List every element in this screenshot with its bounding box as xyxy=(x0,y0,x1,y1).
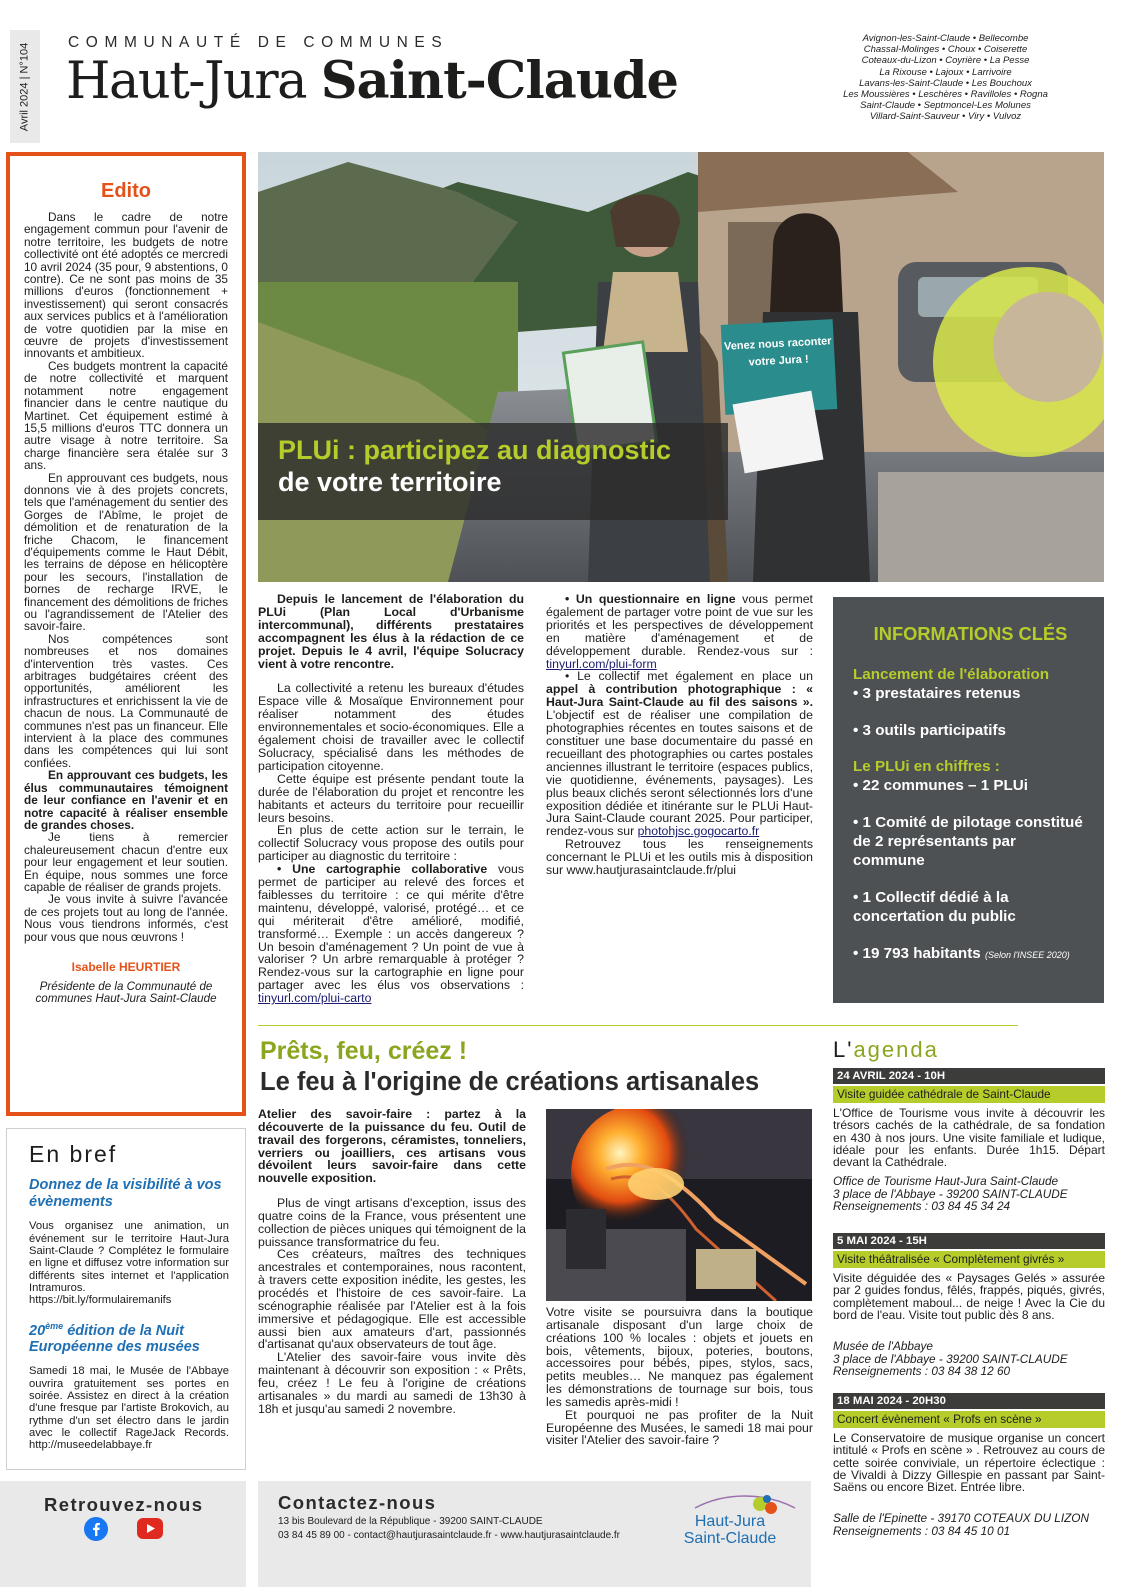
edito-paragraph: Je vous invite à suivre l'avancée de ces projets tout au long de l'année. Nous vous tiendrons informés, c'est pour vous que nous œuvrons ! xyxy=(24,892,228,944)
edito-paragraph: En approuvant ces budgets, les élus communautaires témoignent de leur confiance en l'avenir et en notre capacité à réaliser ensemble de grandes choses. xyxy=(24,768,228,832)
logo-line1: Haut-Jura xyxy=(694,1513,766,1530)
plui-paragraph: La collectivité a retenu les bureaux d'études Espace ville & Mosaïque Environnement pour réaliser notamment des études environnementales et socio-économiques. Elle a également choisi de travailler avec le collectif Solucracy, spécialisé dans les méthodes de participation citoyenne. xyxy=(258,681,524,773)
hero-caption-line2: de votre territoire xyxy=(278,467,502,497)
bref-heading xyxy=(29,1318,229,1356)
plui-bullet-carto xyxy=(258,863,524,1005)
edito-paragraph: Nos compétences sont nombreuses et nos domaines d'intervention très vastes. Ces arbitrages budgétaires créent des opportunités, améliorent les infrastructures et enrichissent la vie de chacun de nous. La Communauté de communes n'est pas un financeur. Elle intervient à la place des communes dans les compétences qui lui sont confiées. xyxy=(24,631,228,770)
bullet-form-label: • Un questionnaire en ligne xyxy=(565,592,736,606)
feu-paragraph: Ces créateurs, maîtres des techniques ancestrales et contemporaines, nous racontent, à travers cette exposition inédite, les gestes, les procédés et l'histoire de ces savoir-faire. La scénographie réalisée par l'Atelier est à la fois immersive et pédagogique. Elle est accessible aussi bien aux amateurs d'art, passionnés d'artisanat qu'aux observateurs de tout âge. xyxy=(258,1247,526,1352)
key-info-item: • 22 communes – 1 PLUi xyxy=(853,777,1028,795)
feu-intro: Atelier des savoir-faire : partez à la découverte de la puissance du feu. Outil de travail des forgerons, céramistes, tonneliers, verriers ou joailliers, ces artisans vous dévoilent leurs savoir-faire dans cette nouvelle exposition. xyxy=(258,1107,526,1186)
edito-paragraph: Dans le cadre de notre engagement commun pour l'avenir de notre territoire, les budgets de notre collectivité ont été adoptés ce mercredi 10 avril 2024 (35 pour, 9 abstentions, 0 contre). Ce ne sont pas moins de 35 millions d'euros (fonctionnement + investissement) qui seront consacrés aux services publics et à l'amélioration de votre quotidien par la mise en œuvre de projets d'investissement innovants et ambitieux. xyxy=(24,210,228,361)
agenda-event-info xyxy=(833,1512,1105,1537)
communes-list xyxy=(828,33,1063,123)
logo-line2: Saint-Claude xyxy=(683,1530,777,1547)
key-info-item: • 3 prestataires retenus xyxy=(853,685,1021,703)
communes-line: Saint-Claude • Septmoncel-Les Molunes xyxy=(860,100,1031,112)
en-bref-box xyxy=(6,1128,246,1470)
social-title: Retrouvez-nous xyxy=(44,1494,204,1515)
edito-paragraph: Ces budgets montrent la capacité de notre collectivité et marquent notamment notre engagement financier dans le centre nautique du Martinet. Cet équipement estimé à 15,5 millions d'euros TTC donnera un autre visage à notre territoire. Sa charge financière sera étalée sur 3 ans. xyxy=(24,358,228,473)
key-info-box xyxy=(833,597,1104,1003)
agenda-title xyxy=(833,1037,939,1062)
plui-final: Retrouvez tous les renseignements concernant le PLUi et les outils mis à disposition sur www.hautjurasaintclaude.fr/plui xyxy=(546,837,813,878)
feu-paragraph: Votre visite se poursuivra dans la boutique artisanale disposant d'un large choix de créations 100 % locales : objets et jouets en bois, vêtements, bijoux, poteries, boutons, accessoires pour bébés, pipes, stylos, sacs, petits meubles… Ne manquez pas également les démonstrations de tournage sur bois, tous les samedis après-midi ! xyxy=(546,1305,813,1409)
key-info-item: • 3 outils participatifs xyxy=(853,722,1007,740)
feu-paragraph: Plus de vingt artisans d'exception, issus des quatre coins de la France, vous présentent une collection de pièces uniques qui témoignent de la puissance transformatrice du feu. xyxy=(258,1196,526,1249)
glassblowing-photo xyxy=(546,1109,812,1301)
agenda-event-info xyxy=(833,1175,1105,1213)
communes-line: Les Moussières • Leschères • Ravilloles • Rogna xyxy=(843,89,1048,101)
bref-text: Samedi 18 mai, le Musée de l'Abbaye ouvrira gratuitement ses portes en soirée. Assistez en direct à la création d'une fresque par l'artiste Brokovich, au rythme d'un set électro dans le jardin avec le collectif RageJack Records. http://museedelabbaye.fr xyxy=(29,1365,229,1452)
agenda-event-text: Le Conservatoire de musique organise un concert intitulé « Profs en scène » . Retrouvez au cours de cette soirée conviviale, un répertoire éclectique : de Vivaldi à Dizzy Gillespie en passant par Saint-Saëns ou encore Bizet. Entrée libre. xyxy=(833,1431,1105,1495)
communes-line: Villard-Saint-Sauveur • Viry • Vulvoz xyxy=(869,111,1022,123)
communes-line: Avignon-les-Saint-Claude • Bellecombe xyxy=(862,33,1029,44)
agenda-event-name: Visite guidée cathédrale de Saint-Claude xyxy=(833,1086,1105,1103)
feu-paragraph: Et pourquoi ne pas profiter de la Nuit Européenne des Musées, le samedi 18 mai pour visiter l'Atelier des savoir-faire ? xyxy=(546,1407,813,1448)
feu-column-1 xyxy=(258,1108,526,1415)
hjsc-logo xyxy=(655,1490,805,1550)
plui-column-1 xyxy=(258,593,524,1005)
contact-details: 03 84 45 89 00 - contact@hautjurasaintclaude.fr - www.hautjurasaintclaude.fr xyxy=(278,1530,621,1541)
feu-paragraph: L'Atelier des savoir-faire vous invite dès maintenant à découvrir son exposition : « Prêts, feu, créez ! Le feu à l'origine de créations artisanales » du mardi au samedi de 13h30 à 18h et jusqu'au samedi 2 novembre. xyxy=(258,1350,526,1416)
bref-heading-num: 20 xyxy=(29,1322,46,1339)
bref-heading-sup: ème xyxy=(45,1320,64,1331)
plui-bullet-photo xyxy=(546,670,813,838)
agenda-title-rest: agenda xyxy=(853,1037,939,1062)
agenda-event-text: Visite déguidée des « Paysages Gelés » assurée par 2 guides fondus, fêlés, frappés, piqués, givrés, complètement maboul... de neige ! Avec la Cie du bord de l'eau. Visite tout public dès 8 ans. xyxy=(833,1271,1105,1322)
header-kicker: COMMUNAUTÉ DE COMMUNES xyxy=(68,34,449,51)
hero-caption-line1: PLUi : participez au diagnostic xyxy=(278,435,672,465)
plui-bullet-form xyxy=(546,593,813,670)
agenda-venue: Musée de l'Abbaye xyxy=(833,1339,933,1353)
signature-name: Isabelle HEURTIER xyxy=(71,959,181,974)
key-info-item: • 1 Collectif dédié à la concertation du public xyxy=(853,889,1016,926)
agenda-address: 3 place de l'Abbaye - 39200 SAINT-CLAUDE xyxy=(833,1186,1068,1201)
agenda-event-name: Visite théâtralisée « Complètement givrés » xyxy=(833,1251,1105,1268)
agenda-event-text: L'Office de Tourisme vous invite à découvrir les trésors cachés de la cathédrale, de sa fondation en 430 à nos jours. Une visite familiale et ludique, idéale pour les enfants. Durée 1h15. Départ devant la Cathédrale. xyxy=(833,1106,1105,1170)
key-info-subtitle: Lancement de l'élaboration xyxy=(853,666,1050,684)
plui-column-2-content xyxy=(546,593,813,877)
sign-text-2: votre Jura ! xyxy=(748,353,809,369)
section-divider xyxy=(258,1025,1018,1026)
agenda-phone: Renseignements : 03 84 38 12 60 xyxy=(833,1364,1011,1378)
contact-address: 13 bis Boulevard de la République - 39200 SAINT-CLAUDE xyxy=(278,1516,543,1527)
masthead-bold: Saint-Claude xyxy=(320,51,679,111)
masthead-light: Haut-Jura xyxy=(66,52,307,111)
signature-role: Présidente de la Communauté de communes Haut-Jura Saint-Claude xyxy=(35,979,217,1006)
feu-column-2 xyxy=(546,1306,813,1447)
issue-tag xyxy=(10,30,40,143)
bref-heading: Donnez de la visibilité à vos évènements xyxy=(29,1177,222,1210)
plui-paragraph: Cette équipe est présente pendant toute la durée de l'élaboration du projet et rencontre les habitants et acteurs du territoire pour recueillir leurs besoins. xyxy=(258,771,524,825)
communes-line: Lavans-les-Saint-Claude • Les Bouchoux xyxy=(859,77,1032,89)
en-bref-title: En bref xyxy=(29,1141,118,1167)
key-info-subtitle: Le PLUi en chiffres : xyxy=(853,758,1000,776)
edito-box xyxy=(6,152,246,1116)
agenda-date: 24 AVRIL 2024 - 10H xyxy=(833,1068,1105,1084)
masthead-title xyxy=(66,52,678,112)
hero-photo xyxy=(258,152,1104,582)
key-info-item: • 1 Comité de pilotage constitué de 2 représentants par commune xyxy=(853,814,1083,870)
bullet-carto-label: • Une cartographie collaborative xyxy=(277,862,488,877)
facebook-icon[interactable] xyxy=(84,1517,108,1541)
communes-line: La Rixouse • Lajoux • Larrivoire xyxy=(879,66,1012,78)
edito-title: Edito xyxy=(101,180,151,202)
agenda-event-name: Concert évènement « Profs en scène » xyxy=(833,1411,1105,1428)
hero-caption xyxy=(258,423,728,520)
plui-paragraph: En plus de cette action sur le terrain, le collectif Solucracy vous propose des outils pour participer au diagnostic du territoire : xyxy=(258,823,524,864)
glassblowing-illustration xyxy=(546,1109,812,1301)
communes-line: Chassal-Molinges • Choux • Coiserette xyxy=(863,44,1028,56)
carto-link[interactable]: tinyurl.com/plui-carto xyxy=(258,991,372,1006)
edito-paragraph: En approuvant ces budgets, nous donnons vie à des projets concrets, tels que l'aménagement du sentier des Gorges de l'Abîme, le projet de démolition et de renaturation de la friche Chacom, le financement d'équipements comme le Haut Débit, les terrains de dépose en hélicoptère pour les secours, l'installation de bornes de recharge IRVE, le financement des démolitions de friches ou l'agrandissement de l'Atelier des savoir-faire. xyxy=(24,470,228,634)
edito-signature xyxy=(24,961,228,1006)
contact-title: Contactez-nous xyxy=(278,1492,437,1513)
key-info-population: • 19 793 habitants xyxy=(853,945,981,963)
issue-label: Avril 2024 | N°104 xyxy=(18,42,31,131)
communes-line: Coteaux-du-Lizon • Coyrière • La Pesse xyxy=(861,55,1030,67)
agenda-phone: Renseignements : 03 84 45 34 24 xyxy=(833,1199,1011,1213)
bullet-photo-pre: • Le collectif met également en place un xyxy=(565,669,813,684)
plui-intro: Depuis le lancement de l'élaboration du PLUi (Plan Local d'Urbanisme intercommunal), différents prestataires accompagnent les élus à la rédaction de ce projet. Depuis le 4 avril, l'équipe Solucracy vient à votre rencontre. xyxy=(258,592,524,671)
bullet-carto-text: vous permet de participer au relevé des forces et faiblesses du territoire : ce qui mérite d'être maintenu, développé, valorisé, protégé… et ce qui mériterait d'être amélioré, modifié, transformé… Exemple : un accès dangereux ? Un besoin d'aménagement ? Un point de vue à valoriser ? Un arbre remarquable à protéger ? Rendez-vous sur la cartographie en ligne pour partager avec les élus vos observations : xyxy=(258,862,524,993)
agenda-date: 18 MAI 2024 - 20H30 xyxy=(833,1393,1105,1409)
sign-text-1: Venez nous raconter xyxy=(723,335,832,353)
key-info-title: INFORMATIONS CLÉS xyxy=(873,623,1068,644)
bullet-photo-text: L'objectif est de réaliser une compilation de photographies récentes en toutes saisons et de constituer une base documentaire du passé en recueillant des photographies ou cartes postales anciennes illustrant le territoire (espaces publics, vie quotidienne, événements, paysages). Les plus beaux clichés seront sélectionnés lors d'une exposition dédiée et itinérante sur le PLUi Haut-Jura Saint-Claude courant 2025. Pour participer, rendez-vous sur xyxy=(546,708,813,839)
photo-link[interactable]: photohjsc.gogocarto.fr xyxy=(637,824,760,839)
agenda-venue: Salle de l'Epinette - 39170 COTEAUX DU LIZON xyxy=(833,1511,1089,1525)
agenda-event-info xyxy=(833,1340,1105,1378)
agenda-phone: Renseignements : 03 84 45 10 01 xyxy=(833,1523,1011,1538)
bullet-form-text: vous permet également de partager votre point de vue sur les priorités et les perspectives de développement en matière d'aménagement et de développement durable. Rendez-vous sur : xyxy=(546,592,813,658)
agenda-venue: Office de Tourisme Haut-Jura Saint-Claude xyxy=(833,1174,1059,1188)
agenda-date: 5 MAI 2024 - 15H xyxy=(833,1233,1105,1249)
key-info-source: (Selon l'INSEE 2020) xyxy=(984,950,1070,961)
bref-heading-text: édition de la Nuit Européenne des musées xyxy=(29,1322,200,1355)
bullet-photo-label: appel à contribution photographique : « Haut-Jura Saint-Claude au fil des saisons ». xyxy=(546,682,813,710)
agenda-title-l: L' xyxy=(833,1037,854,1062)
youtube-icon[interactable] xyxy=(137,1518,163,1539)
feu-title: Le feu à l'origine de créations artisanales xyxy=(260,1068,760,1096)
bref-text: Vous organisez une animation, un événement sur le territoire Haut-Jura Saint-Claude ? Complétez le formulaire en ligne et diffusez votre information sur différents sites internet et l'application Intramuros. https://bit.ly/formulairemanifs xyxy=(29,1220,229,1307)
key-info-item xyxy=(853,944,1088,965)
feu-kicker: Prêts, feu, créez ! xyxy=(260,1037,468,1065)
edito-paragraph: Je tiens à remercier chaleureusement chacun d'entre eux pour leur engagement et leur soutien. En équipe, nous sommes une force capable de réaliser de grands projets. xyxy=(24,830,228,894)
form-link[interactable]: tinyurl.com/plui-form xyxy=(546,656,657,671)
agenda-address: 3 place de l'Abbaye - 39200 SAINT-CLAUDE xyxy=(833,1351,1068,1366)
